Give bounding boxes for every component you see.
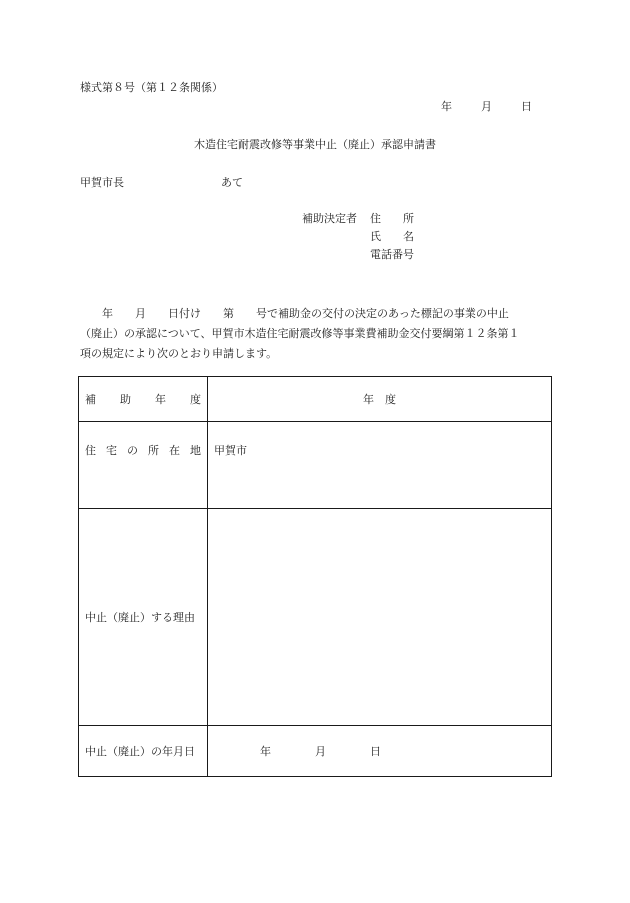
row-fiscal-year bbox=[79, 377, 552, 422]
addressee bbox=[80, 176, 243, 190]
applicant-address-label: 住 所 bbox=[370, 212, 414, 225]
application-form-table bbox=[78, 376, 552, 777]
submission-date bbox=[441, 100, 532, 114]
form-number: 様式第８号（第１２条関係） bbox=[80, 81, 223, 94]
row-reason bbox=[79, 509, 552, 726]
statement-line-1: 年 月 日付け 第 号で補助金の交付の決定のあった標記の事業の中止 bbox=[80, 307, 509, 320]
date-year: 年 bbox=[441, 100, 452, 113]
document-title: 木造住宅耐震改修等事業中止（廃止）承認申請書 bbox=[194, 138, 436, 151]
fiscal-year-field[interactable]: 年 度 bbox=[208, 377, 552, 422]
addressee-name: 甲賀市長 bbox=[80, 176, 124, 189]
applicant-name-label: 氏 名 bbox=[370, 230, 414, 243]
row-house-location bbox=[79, 422, 552, 509]
applicant-block bbox=[302, 212, 414, 266]
statement-line-3: 項の規定により次のとおり申請します。 bbox=[80, 347, 278, 360]
statement-line-2: （廃止）の承認について、甲賀市木造住宅耐震改修等事業費補助金交付要綱第１２条第１ bbox=[80, 327, 520, 340]
addressee-suffix: あて bbox=[221, 176, 243, 189]
reason-field[interactable] bbox=[208, 509, 552, 726]
date-month: 月 bbox=[481, 100, 492, 113]
reason-label: 中止（廃止）する理由 bbox=[79, 509, 208, 726]
discontinuation-date-field[interactable]: 年 月 日 bbox=[208, 726, 552, 777]
fiscal-year-label: 補 助 年 度 bbox=[79, 377, 208, 422]
applicant-heading: 補助決定者 bbox=[302, 212, 357, 225]
application-statement bbox=[80, 304, 560, 364]
row-discontinuation-date bbox=[79, 726, 552, 777]
house-location-label: 住 宅 の 所 在 地 bbox=[79, 422, 208, 509]
date-day: 日 bbox=[521, 100, 532, 113]
house-location-field[interactable]: 甲賀市 bbox=[208, 422, 552, 509]
applicant-phone-label: 電話番号 bbox=[370, 248, 414, 261]
discontinuation-date-label: 中止（廃止）の年月日 bbox=[79, 726, 208, 777]
